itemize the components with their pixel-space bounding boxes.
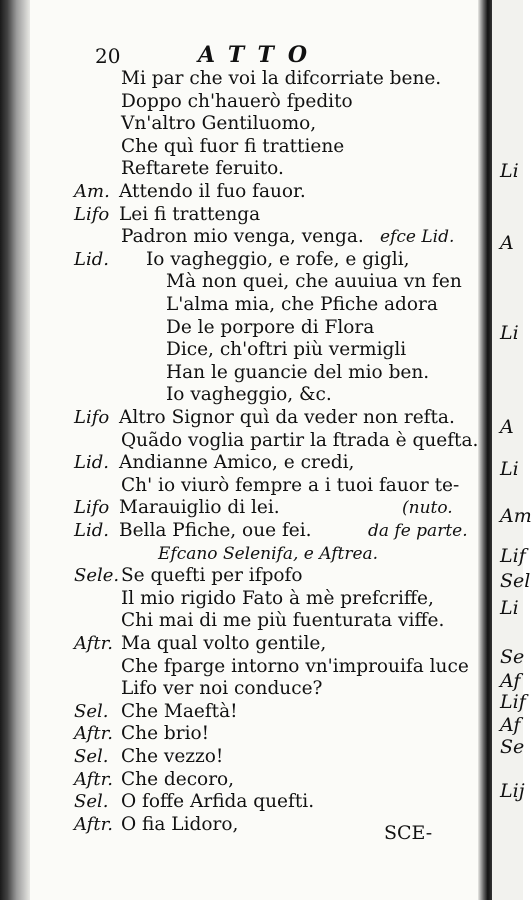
verse-line: Dice, ch'oftri più vermigli bbox=[166, 339, 407, 361]
facing-page-fragment: Af bbox=[500, 670, 521, 692]
facing-page-fragment: Li bbox=[500, 160, 519, 182]
facing-page-fragment: Sel bbox=[500, 570, 531, 592]
verse-line: Che fparge intorno vn'improuifa luce bbox=[121, 655, 469, 677]
speaker-label: Sel. bbox=[74, 746, 109, 767]
stage-direction: Efcano Selenifa, e Aftrea. bbox=[158, 543, 379, 564]
verse-line: Io vagheggio, e rofe, e gigli, bbox=[146, 248, 410, 270]
verse-line: Vn'altro Gentiluomo, bbox=[121, 113, 317, 135]
facing-page-edge bbox=[492, 0, 532, 900]
verse-line: O foffe Arfida quefti. bbox=[121, 791, 315, 813]
speaker-label: Aftr. bbox=[74, 633, 113, 654]
speaker-label: Lifo bbox=[74, 497, 110, 519]
facing-page-fragment: Af bbox=[500, 714, 521, 736]
verse-line: Doppo ch'hauerò fpedito bbox=[121, 90, 353, 112]
stage-direction: da fe parte. bbox=[368, 521, 468, 541]
facing-page-fragment: Li bbox=[500, 597, 519, 619]
verse-line: Io vagheggio, &c. bbox=[166, 384, 332, 406]
facing-page-fragment: Se bbox=[500, 646, 525, 668]
verse-line: Che quì fuor fi trattiene bbox=[121, 135, 345, 157]
stage-direction: (nuto. bbox=[402, 498, 453, 519]
facing-page-fragment: Lif bbox=[500, 691, 526, 713]
verse-line: Reftarete feruito. bbox=[121, 158, 284, 180]
facing-page-fragment: Se bbox=[500, 736, 525, 758]
facing-page-fragment: Li bbox=[500, 322, 519, 344]
facing-page-fragment: A bbox=[500, 416, 514, 438]
verse-line: Lei fi trattenga bbox=[119, 203, 261, 225]
verse-line: L'alma mia, che Pfiche adora bbox=[166, 294, 438, 315]
speaker-label: Lid. bbox=[74, 452, 109, 474]
speaker-label: Lifo bbox=[74, 407, 110, 428]
verse-line: Che Maeftà! bbox=[121, 700, 238, 722]
verse-line: Lifo ver noi conduce? bbox=[121, 678, 323, 700]
verse-line: Quãdo voglia partir la ftrada è quefta. bbox=[121, 429, 479, 451]
verse-line: Che vezzo! bbox=[121, 746, 224, 767]
verse-line: Se quefti per ifpofo bbox=[121, 565, 303, 587]
speaker-label: Sel. bbox=[74, 791, 109, 813]
verse-line: Ch' io viurò fempre a i tuoi fauor te- bbox=[121, 474, 460, 496]
verse-line: Chi mai di me più fuenturata viffe. bbox=[121, 610, 445, 632]
binding-edge bbox=[0, 0, 30, 900]
verse-line: Che decoro, bbox=[121, 768, 235, 790]
verse-line: Che brio! bbox=[121, 723, 210, 745]
verse-line: De le porpore di Flora bbox=[166, 316, 375, 338]
verse-line: Altro Signor quì da veder non refta. bbox=[119, 407, 455, 428]
verse-line: Il mio rigido Fato à mè prefcriffe, bbox=[121, 587, 434, 609]
verse-line: Attendo il fuo fauor. bbox=[119, 181, 306, 202]
verse-line: Padron mio venga, venga. bbox=[121, 226, 364, 248]
speaker-label: Lifo bbox=[74, 203, 110, 225]
stage-direction: efce Lid. bbox=[380, 227, 455, 248]
facing-page-fragment: Am bbox=[500, 505, 532, 527]
speaker-label: Am. bbox=[74, 181, 110, 202]
verse-line: Ma qual volto gentile, bbox=[121, 633, 327, 654]
verse-line: Marauiglio di lei. bbox=[119, 497, 280, 519]
running-head: ATTO bbox=[198, 42, 321, 68]
speaker-label: Lid. bbox=[74, 248, 109, 270]
facing-page-fragment: Lif bbox=[500, 545, 526, 567]
verse-line: Mi par che voi la difcorriate bene. bbox=[121, 68, 442, 89]
catchword: SCE- bbox=[384, 822, 433, 844]
verse-line: Mà non quei, che auuiua vn fen bbox=[166, 271, 462, 293]
facing-page-fragment: Lij bbox=[500, 780, 525, 802]
gutter-shadow bbox=[478, 0, 492, 900]
speaker-label: Lid. bbox=[74, 520, 109, 541]
facing-page-fragment: Li bbox=[500, 458, 519, 480]
speaker-label: Sel. bbox=[74, 700, 109, 722]
speaker-label: Sele. bbox=[74, 565, 120, 587]
verse-line: Bella Pfiche, oue fei. bbox=[119, 520, 312, 541]
speaker-label: Aftr. bbox=[74, 723, 113, 745]
speaker-label: Aftr. bbox=[74, 768, 113, 790]
speaker-label: Aftr. bbox=[74, 813, 113, 835]
verse-line: Andianne Amico, e credi, bbox=[119, 452, 355, 474]
facing-page-fragment: A bbox=[500, 232, 514, 254]
verse-line: O fia Lidoro, bbox=[121, 813, 239, 835]
verse-line: Han le guancie del mio ben. bbox=[166, 361, 430, 383]
page-number: 20 bbox=[95, 44, 121, 68]
